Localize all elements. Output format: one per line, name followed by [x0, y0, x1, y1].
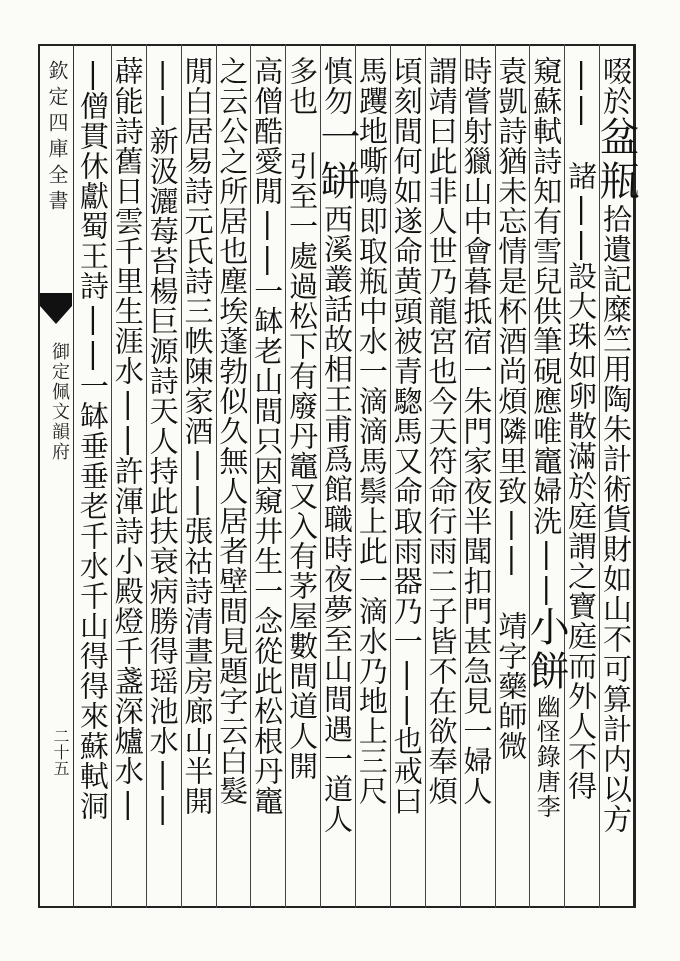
text-column	[250, 44, 285, 908]
text-column	[76, 44, 111, 908]
column-rule	[390, 44, 391, 908]
column-rule	[495, 44, 496, 908]
text-column	[390, 44, 425, 908]
column-text: 多也 引至一處過松下有廢丹竈又入有茅屋數間道人開	[285, 56, 320, 781]
text-column	[495, 44, 530, 908]
column-rule	[425, 44, 426, 908]
text-column	[146, 44, 181, 908]
text-column	[564, 44, 599, 908]
column-rule	[599, 44, 600, 908]
note-text: 幽怪錄唐李	[532, 694, 561, 819]
text-column	[425, 44, 460, 908]
column-rule	[529, 44, 530, 908]
column-rule	[146, 44, 147, 908]
column-text: 頃刻間何如遂命黄頭被青騘馬又命取雨器乃一||也戒曰	[389, 56, 424, 816]
text-column	[593, 44, 639, 908]
column-rule	[216, 44, 217, 908]
column-text: |僧貫休獻蜀王詩||一缽垂垂老千水千山得得來蘇軾洞	[75, 56, 110, 821]
margin-book-title: 御定佩文韻府	[49, 342, 70, 462]
text-column	[314, 44, 360, 908]
column-rule	[111, 44, 112, 908]
fishtail-mark-icon	[38, 292, 74, 332]
text-column	[523, 44, 570, 908]
column-rule	[285, 44, 286, 908]
headword: 盆瓶	[593, 116, 639, 204]
text-column	[355, 44, 390, 908]
text-column	[181, 44, 216, 908]
margin-title: 欽定四庫全書	[45, 60, 69, 216]
column-text: 之云公之所居也塵埃蓬勃似久無人居者壁間見題字云白髮	[215, 56, 250, 806]
column-text: 西溪叢話故相王甫爲館職時夜夢至山間遇一道人	[320, 204, 354, 834]
column-rule	[250, 44, 251, 908]
headword: 小餅	[523, 606, 570, 694]
page-number: 二十五	[51, 728, 70, 776]
column-text: 慎勿	[320, 56, 354, 116]
column-rule	[564, 44, 565, 908]
text-column	[216, 44, 251, 908]
column-rule	[460, 44, 461, 908]
column-text: 袁凱詩猶未忘情是杯酒尚煩隣里致|| 靖字藥師微	[494, 56, 529, 761]
column-text: 馬躩地嘶鳴即取瓶中水一滴滴馬鬃上此一滴水乃地上三尺	[354, 56, 389, 806]
column-text: || 諸||設大珠如卵散滿於庭謂之寶庭而外人不得	[564, 56, 599, 801]
column-text: 窺蘇軾詩知有雪兒供筆硯應唯竈婦洗||	[529, 56, 564, 606]
column-text: 拾遺記糜竺用陶朱計術貨財如山不可算計内以方	[599, 204, 633, 834]
text-column	[285, 44, 320, 908]
headword: 一缾	[314, 116, 360, 204]
column-rule	[181, 44, 182, 908]
column-text: 啜於	[599, 56, 633, 116]
column-text: 閒白居易詩元氏詩三帙陳家酒||張祜詩清晝房廊山半開	[180, 56, 215, 816]
column-text: 謂靖曰此非人世乃龍宮也今天符命行雨二子皆不在欲奉煩	[424, 56, 459, 806]
column-rule	[320, 44, 321, 908]
column-text: 時嘗射獵山中會暮抵宿一朱門家夜半聞扣門甚急見一婦人	[459, 56, 494, 806]
column-text: 薜能詩舊日雲千里生涯水||許渾詩小殿燈千盞深爐水|	[110, 56, 145, 821]
column-text: 高僧酷愛閒||一缽老山間只因窺井生一念從此松根丹竈	[250, 56, 285, 816]
text-column	[111, 44, 146, 908]
column-text: ||新汲灑莓苔楊巨源詩天人持此扶衰病勝得瑶池水||	[145, 56, 180, 826]
text-column	[460, 44, 495, 908]
